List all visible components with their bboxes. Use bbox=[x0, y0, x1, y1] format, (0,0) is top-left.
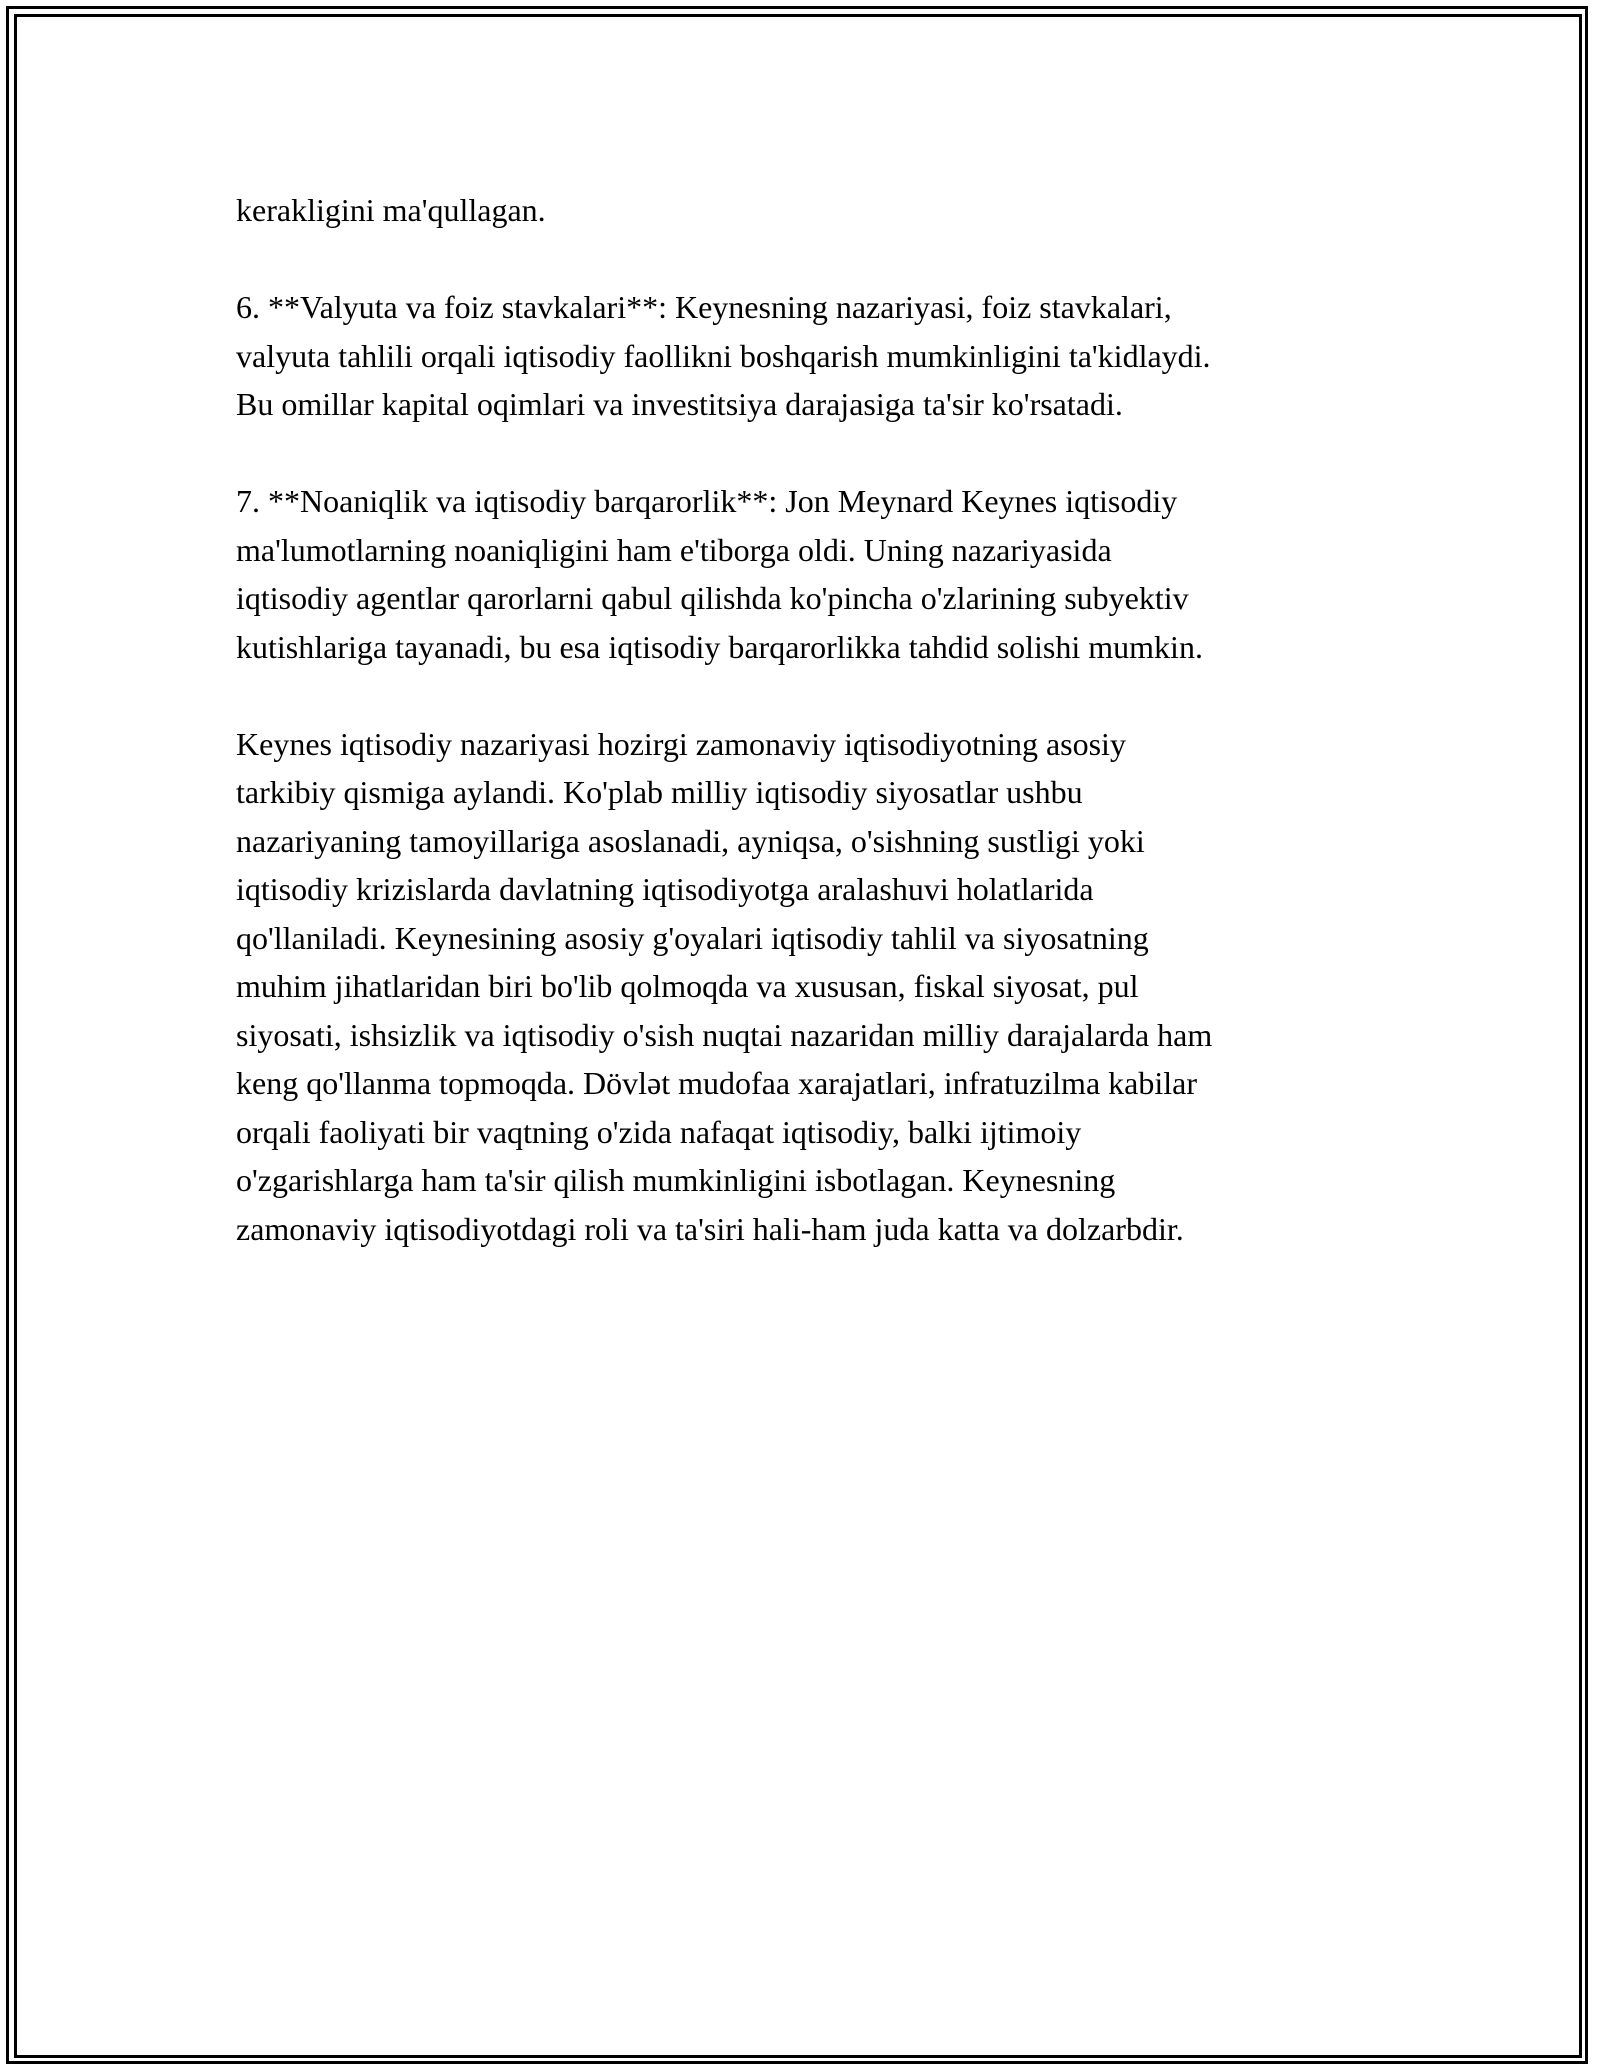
paragraph-item-6: 6. **Valyuta va foiz stavkalari**: Keynesning nazariyasi, foiz stavkalari, valyuta tahlili orqali iqtisodiy faollikni boshqarish mumkinligini ta'kidlaydi. Bu omillar kapital oqimlari va investitsiya darajasiga ta'sir ko'rsatadi. bbox=[236, 289, 1211, 422]
document-body bbox=[236, 186, 1376, 1302]
paragraph-conclusion: Keynes iqtisodiy nazariyasi hozirgi zamonaviy iqtisodiyotning asosiy tarkibiy qismiga aylandi. Ko'plab milliy iqtisodiy siyosatlar ushbu nazariyaning tamoyillariga asoslanadi, ayniqsa, o'sishning sustligi yoki iqtisodiy krizislarda davlatning iqtisodiyotga aralashuvi holatlarida qo'llaniladi. Keynesining asosiy g'oyalari iqtisodiy tahlil va siyosatning muhim jihatlaridan biri bo'lib qolmoqda va xususan, fiskal siyosat, pul siyosati, ishsizlik va iqtisodiy o'sish nuqtai nazaridan milliy darajalarda ham keng qo'llanma topmoqda. Dövlət mudofaa xarajatlari, infratuzilma kabilar orqali faoliyati bir vaqtning o'zida nafaqat iqtisodiy, balki ijtimoiy o'zgarishlarga ham ta'sir qilish mumkinligini isbotlagan. Keynesning zamonaviy iqtisodiyotdagi roli va ta'siri hali-ham juda katta va dolzarbdir. bbox=[236, 725, 1213, 1247]
paragraph-continuation: kerakligini ma'qullagan. bbox=[236, 192, 546, 228]
paragraph-item-7: 7. **Noaniqlik va iqtisodiy barqarorlik**: Jon Meynard Keynes iqtisodiy ma'lumotlarning noaniqligini ham e'tiborga oldi. Uning nazariyasida iqtisodiy agentlar qarorlarni qabul qilishda ko'pincha o'zlarining subyektiv kutishlariga tayanadi, bu esa iqtisodiy barqarorlikka tahdid solishi mumkin. bbox=[236, 483, 1203, 665]
